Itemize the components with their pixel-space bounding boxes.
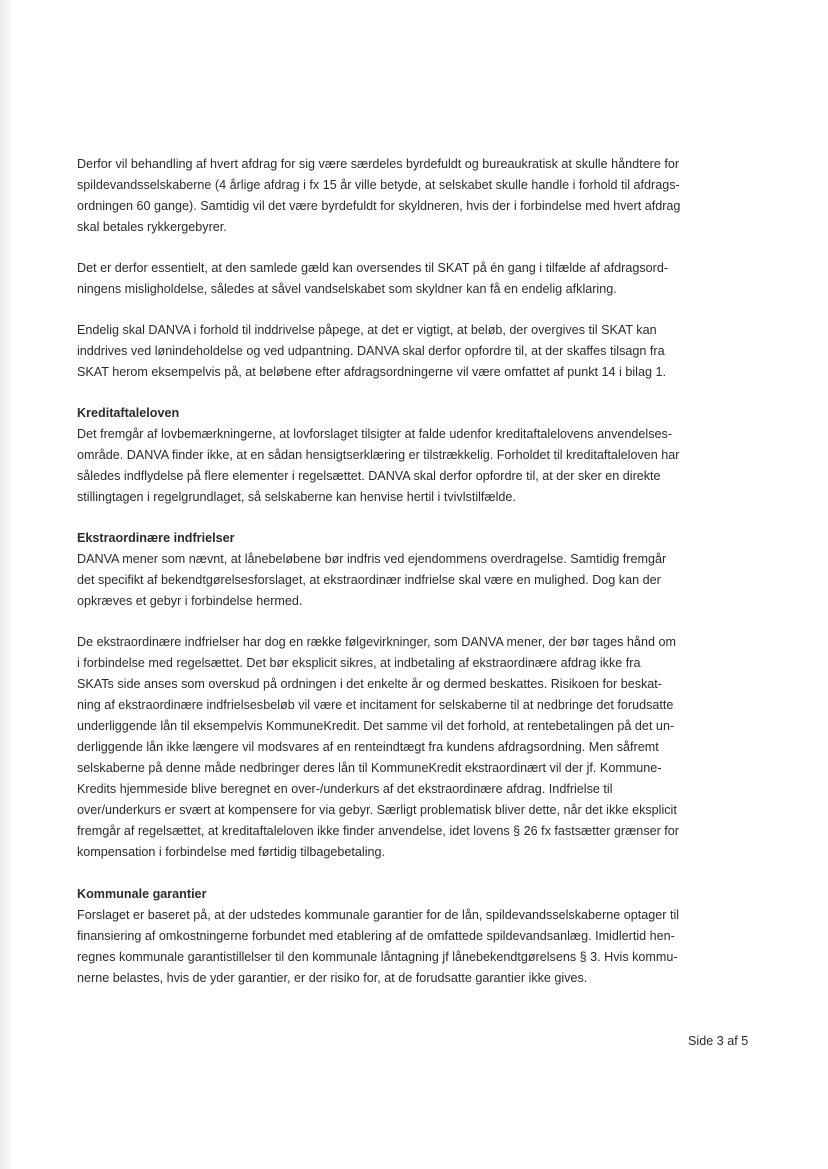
section-heading: Kreditaftaleloven [77, 406, 180, 420]
text-line: ning af ekstraordinære indfrielsesbeløb vil være et incitament for selskaberne til at nedbringe det forudsatte [77, 698, 674, 712]
text-line: inddrives ved lønindeholdelse og ved udpantning. DANVA skal derfor opfordre til, at der skaffes tilsagn fra [77, 344, 665, 358]
paragraph-samlede-gaeld [77, 258, 757, 300]
text-line: regnes kommunale garantistillelser til den kommunale låntagning jf lånebekendtgørelsens § 3. Hvis kommu- [77, 950, 678, 964]
text-line: ningens misligholdelse, således at såvel vandselskabet som skyldner kan få en endelig afklaring. [77, 282, 617, 296]
text-line: Kredits hjemmeside blive beregnet en over-/underkurs af det ekstraordinære afdrag. Indfrielse til [77, 782, 613, 796]
text-line: Det er derfor essentielt, at den samlede gæld kan oversendes til SKAT på én gang i tilfælde af afdragsord- [77, 261, 669, 275]
text-line: skal betales rykkergebyrer. [77, 220, 227, 234]
text-line: De ekstraordinære indfrielser har dog en række følgevirkninger, som DANVA mener, der bør tages hånd om [77, 635, 676, 649]
text-line: Forslaget er baseret på, at der udstedes kommunale garantier for de lån, spildevandsselskaberne optager til [77, 908, 680, 922]
text-line: finansiering af omkostningerne forbundet med etablering af de omfattede spildevandsanlæg. Imidlertid hen- [77, 929, 675, 943]
text-line: stillingtagen i regelgrundlaget, så selskaberne kan henvise hertil i tvivlstilfælde. [77, 490, 516, 504]
document-body [77, 154, 757, 989]
text-line: Det fremgår af lovbemærkningerne, at lovforslaget tilsigter at falde udenfor kreditaftalelovens anvendelses- [77, 427, 673, 441]
section-heading: Kommunale garantier [77, 887, 207, 901]
paragraph-foelgevirkninger [77, 632, 757, 863]
text-line: over/underkurs er svært at kompensere for via gebyr. Særligt problematisk bliver dette, når det ikke eksplicit [77, 803, 677, 817]
text-line: underliggende lån til eksempelvis KommuneKredit. Det samme vil det forhold, at rentebetalingen på det un- [77, 719, 675, 733]
section-kreditaftaleloven [77, 403, 757, 508]
text-line: ordningen 60 gange). Samtidig vil det være byrdefuldt for skyldneren, hvis der i forbindelse med hvert afdrag [77, 199, 681, 213]
text-line: Derfor vil behandling af hvert afdrag for sig være særdeles byrdefuldt og bureaukratisk at skulle håndtere for [77, 157, 680, 171]
section-kommunale-garantier [77, 884, 757, 989]
text-line: spildevandsselskaberne (4 årlige afdrag i fx 15 år ville betyde, at selskabet skulle handle i forhold til afdrags- [77, 178, 680, 192]
section-ekstraordinaere-indfrielser [77, 528, 757, 612]
text-line: det specifikt af bekendtgørelsesforslaget, at ekstraordinær indfrielse skal være en mulighed. Dog kan der [77, 573, 661, 587]
text-line: DANVA mener som nævnt, at lånebeløbene bør indfris ved ejendommens overdragelse. Samtidig fremgår [77, 552, 667, 566]
text-line: SKAT herom eksempelvis på, at beløbene efter afdragsordningerne vil være omfattet af punkt 14 i bilag 1. [77, 365, 666, 379]
text-line: selskaberne på denne måde nedbringer deres lån til KommuneKredit ekstraordinært vil der jf. Kommune- [77, 761, 662, 775]
scan-edge-shadow [0, 0, 14, 1169]
section-heading: Ekstraordinære indfrielser [77, 531, 235, 545]
text-line: i forbindelse med regelsættet. Det bør eksplicit sikres, at indbetaling af ekstraordinære afdrag ikke fra [77, 656, 641, 670]
text-line: fremgår af regelsættet, at kreditaftaleloven ikke finder anvendelse, idet lovens § 26 fx fastsætter grænser for [77, 824, 680, 838]
text-line: Endelig skal DANVA i forhold til inddrivelse påpege, at det er vigtigt, at beløb, der overgives til SKAT kan [77, 323, 657, 337]
page-number: Side 3 af 5 [688, 1034, 749, 1048]
text-line: opkræves et gebyr i forbindelse hermed. [77, 594, 303, 608]
text-line: nerne belastes, hvis de yder garantier, er der risiko for, at de forudsatte garantier ikke gives. [77, 971, 588, 985]
text-line: kompensation i forbindelse med førtidig tilbagebetaling. [77, 845, 386, 859]
paragraph-inddrivelse [77, 320, 757, 383]
paragraph-afdrag-byrde [77, 154, 757, 238]
text-line: SKATs side anses som overskud på ordningen i det enkelte år og dermed beskattes. Risikoen for beskat- [77, 677, 662, 691]
text-line: således indflydelse på flere elementer i regelsættet. DANVA skal derfor opfordre til, at der sker en direkte [77, 469, 661, 483]
text-line: område. DANVA finder ikke, at en sådan hensigtserklæring er tilstrækkelig. Forholdet til kreditaftaleloven har [77, 448, 680, 462]
text-line: derliggende lån ikke længere vil modsvares af en renteindtægt fra kundens afdragsordning. Men såfremt [77, 740, 659, 754]
